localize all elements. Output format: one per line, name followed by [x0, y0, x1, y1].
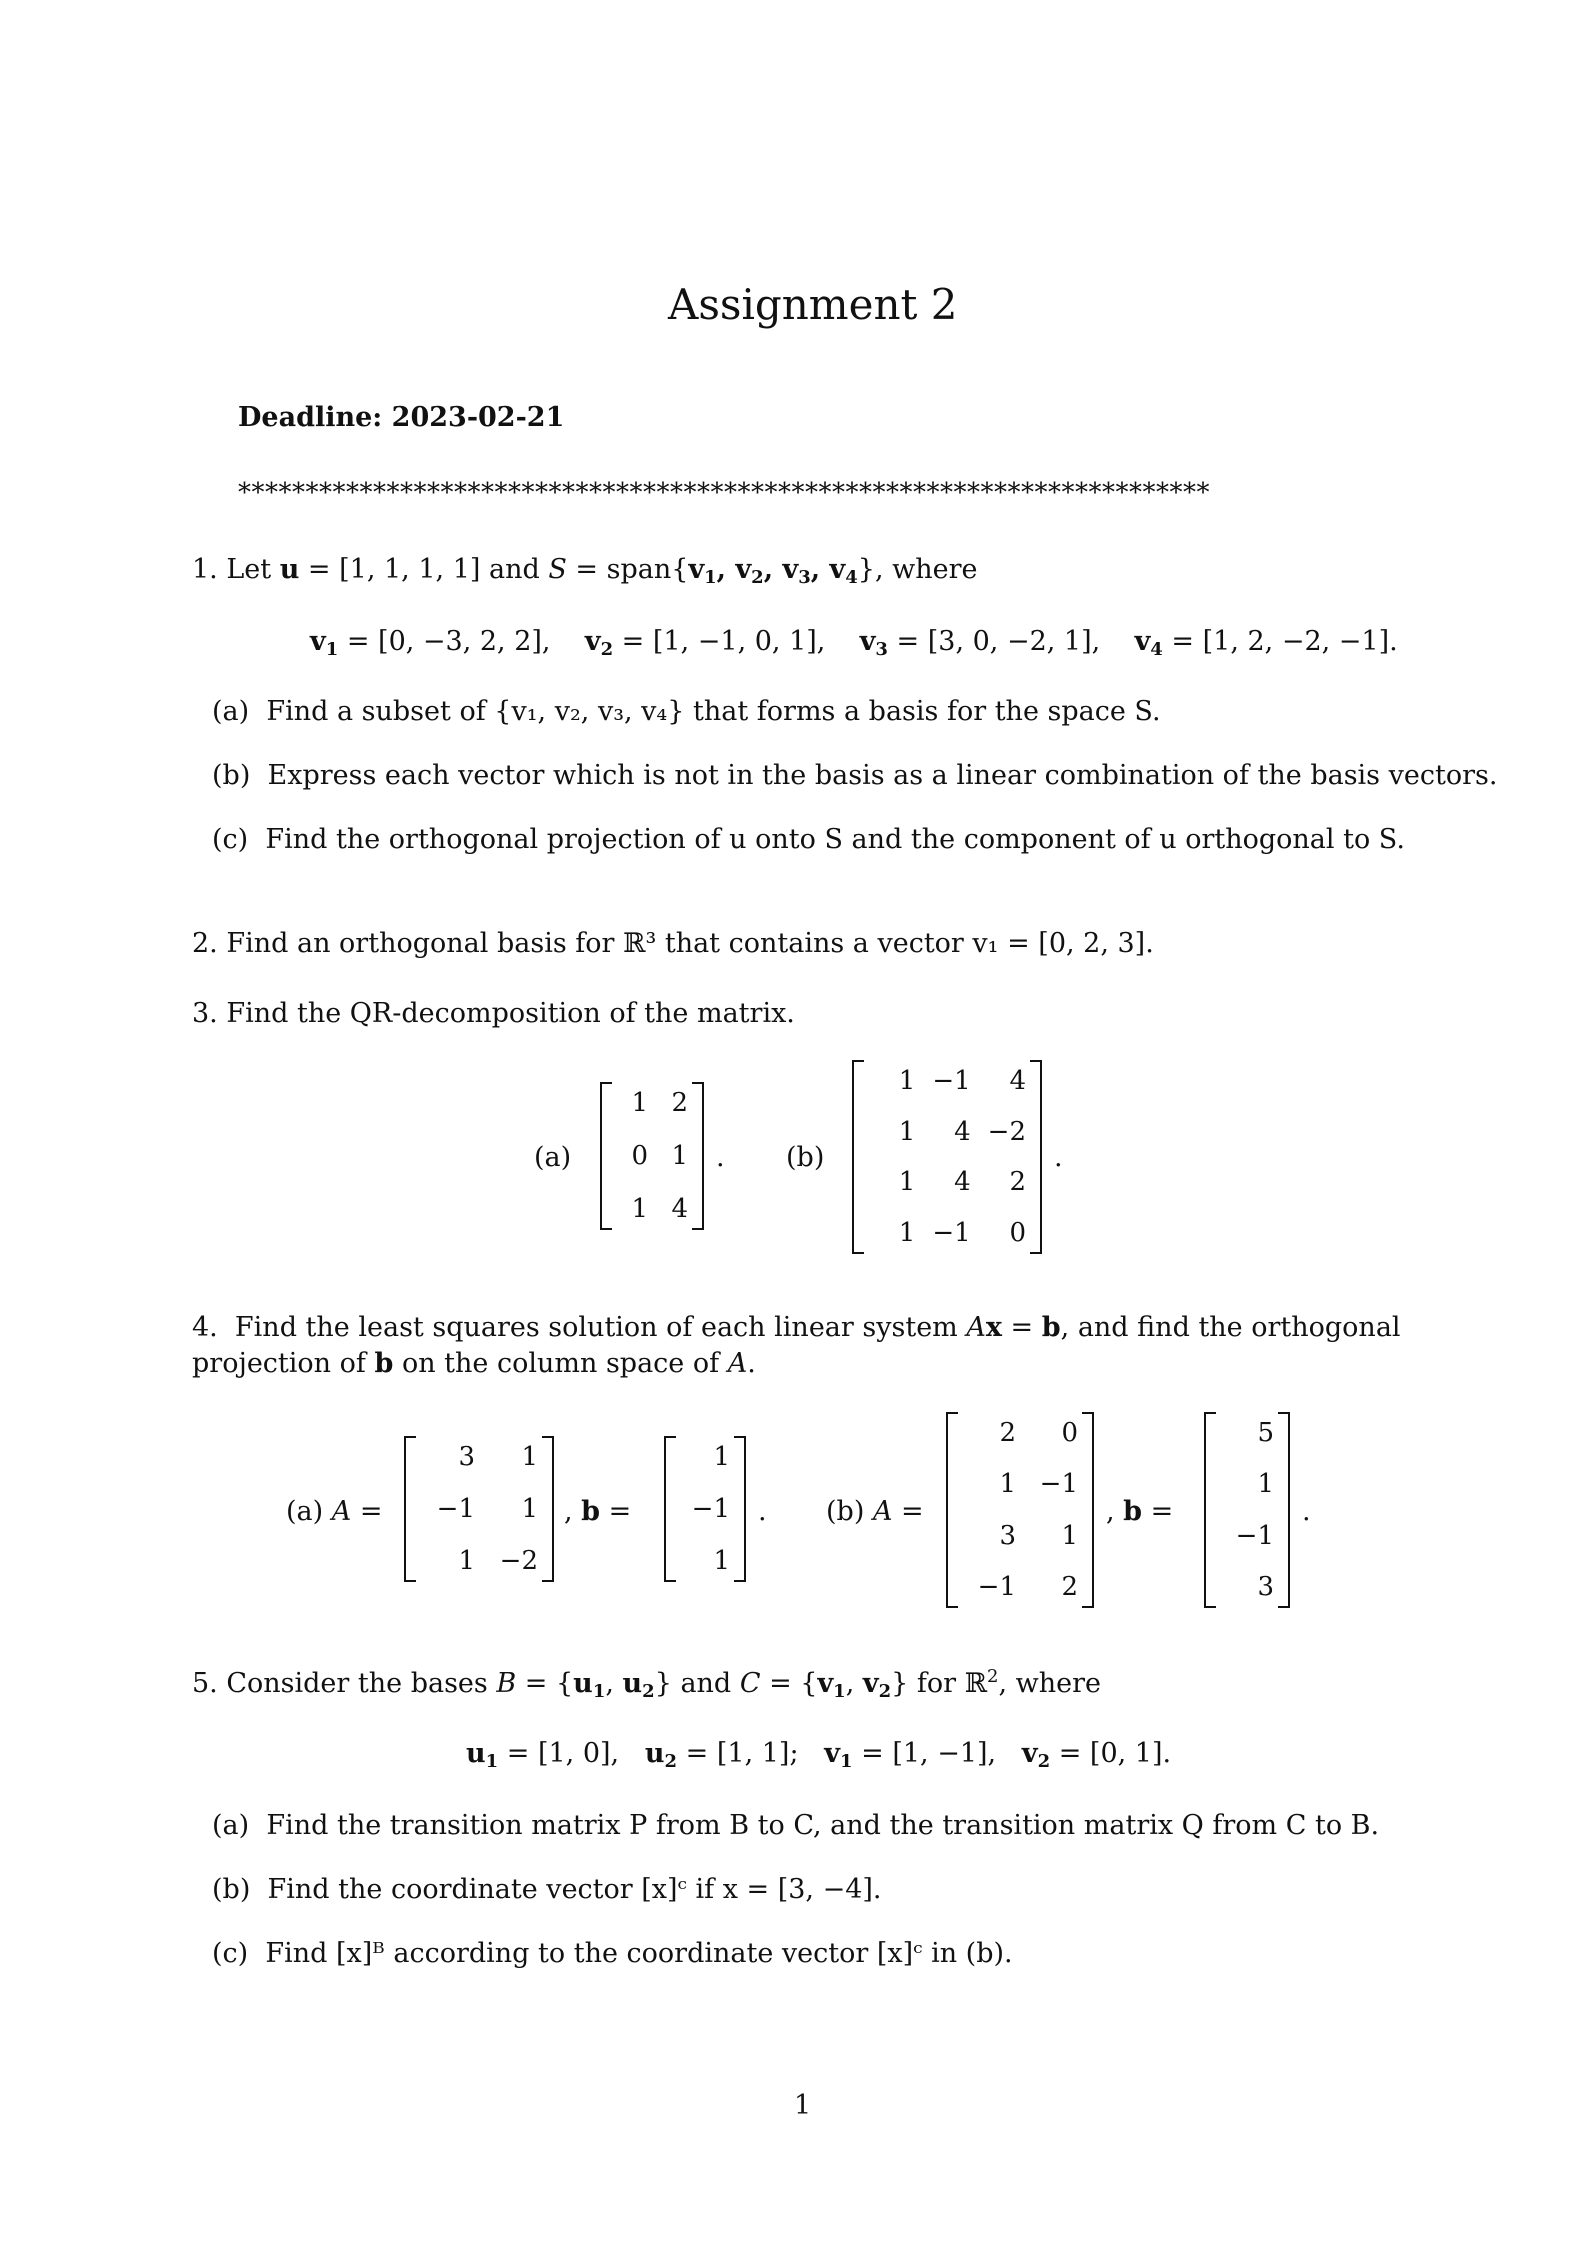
q4-matrix-a2	[946, 1412, 1094, 1608]
matrix-entry: 1	[521, 1494, 538, 1524]
matrix-entry: 4	[671, 1194, 688, 1224]
q4-b-label: (b) A =	[826, 1496, 924, 1527]
matrix-entry: −1	[1039, 1469, 1078, 1500]
q4-a-period: .	[758, 1496, 767, 1527]
q5-v2-value: [0, 1].	[1089, 1738, 1172, 1769]
q5-v1-value: [1, −1],	[892, 1738, 997, 1769]
q2-text: Find an orthogonal basis for ℝ³ that contains a vector v₁ = [0, 2, 3].	[226, 928, 1154, 959]
q5-c-text: Find [x]ᴮ according to the coordinate vector [x]ᶜ in (b).	[265, 1938, 1013, 1969]
matrix-entry: 1	[898, 1167, 916, 1198]
matrix-entry: 5	[1257, 1418, 1274, 1448]
q5-vectors: $u_1 = [1$, 0], $u_2 = [1$, 1]; $v_1 = [1$, −1], $v_2 = [0$, 1].	[466, 1738, 1172, 1772]
q4-a-b-eq: , b =	[564, 1496, 632, 1527]
matrix-entry: 1	[1061, 1520, 1078, 1551]
q3-b-label: (b)	[786, 1142, 825, 1173]
deadline-label: Deadline:	[238, 402, 383, 433]
page-title: Assignment 2	[668, 280, 958, 329]
matrix-entry: 3	[999, 1520, 1016, 1551]
matrix-entry: −1	[691, 1494, 730, 1524]
q1-span: = span{	[566, 554, 689, 585]
q1-intro: Let	[226, 554, 280, 585]
q4-stem: 4. Find the least squares solution of each linear system Ax = b, and find the orthogonal projection of b on the column space of A.	[192, 1312, 1401, 1379]
q1-v1-value: [0, −3, 2, 2],	[378, 626, 551, 657]
matrix-entry: 1	[671, 1141, 688, 1171]
q1-part-a	[212, 694, 1161, 730]
q5-b-label: (b)	[212, 1874, 251, 1905]
q5-u2-value: [1, 1];	[716, 1738, 799, 1769]
matrix-entry: −2	[499, 1546, 538, 1576]
q3-a-period: .	[716, 1142, 725, 1173]
q1-b-text: Express each vector which is not in the basis as a linear combination of the basis vectors.	[267, 760, 1498, 791]
matrix-entry: 1	[898, 1116, 916, 1147]
q4-a-label: (a) A =	[286, 1496, 383, 1527]
matrix-entry: 1	[713, 1442, 730, 1472]
matrix-entry: 2	[999, 1418, 1016, 1448]
matrix-entry: 1	[898, 1217, 916, 1248]
q3-matrix-a	[600, 1082, 704, 1230]
matrix-entry: −1	[977, 1571, 1016, 1602]
q3	[192, 996, 795, 1032]
q5-part-b	[212, 1872, 882, 1908]
q1-c-label: (c)	[212, 824, 249, 855]
q1-stem: 1. Let u = [1, 1, 1, 1] and $S = span\{v_1$, $v_2$, $v_3$, $v_4$}, where	[192, 554, 978, 588]
bracket-left	[852, 1060, 864, 1254]
q2-number: 2.	[192, 928, 218, 959]
q5-u1-value: [1, 0],	[537, 1738, 620, 1769]
q1-c-text: Find the orthogonal projection of u onto S and the component of u orthogonal to S.	[265, 824, 1405, 855]
q4-vector-b2	[1204, 1412, 1290, 1608]
q1-v2-value: [1, −1, 0, 1],	[652, 626, 826, 657]
q4-matrix-a1	[404, 1436, 554, 1582]
q5-number: 5.	[192, 1668, 218, 1699]
matrix-entry: 1	[713, 1546, 730, 1576]
matrix-entry: 1	[999, 1469, 1016, 1500]
matrix-entry: 0	[1061, 1418, 1078, 1448]
q4-b-b-eq: , b =	[1106, 1496, 1174, 1527]
q5-a-label: (a)	[212, 1810, 250, 1841]
q5-b-text: Find the coordinate vector [x]ᶜ if x = [3, −4].	[267, 1874, 882, 1905]
q1-b-label: (b)	[212, 760, 251, 791]
q4-vector-b1	[664, 1436, 746, 1582]
q3-text: Find the QR-decomposition of the matrix.	[226, 998, 795, 1029]
q4-b-label-text: (b)	[826, 1496, 865, 1527]
bracket-right	[1030, 1060, 1042, 1254]
matrix-entry: 1	[521, 1442, 538, 1472]
q1-number: 1.	[192, 554, 218, 585]
q5-c-label: (c)	[212, 1938, 249, 1969]
q5-part-c	[212, 1936, 1013, 1972]
matrix-entry: 2	[671, 1088, 688, 1118]
matrix-entry: 4	[1009, 1066, 1026, 1096]
q1-u-def: = [1, 1, 1, 1] and	[299, 554, 549, 585]
q4-b-period: .	[1302, 1496, 1311, 1527]
q1-a-text: Find a subset of {v₁, v₂, v₃, v₄} that forms a basis for the space S.	[266, 696, 1161, 727]
q5-stem: 5. Consider the bases $B = \{u_1$, $u_2$} and $C = \{v_1$, $v_2$} for ℝ$^2$, where	[192, 1666, 1102, 1702]
bracket-right	[692, 1082, 704, 1230]
matrix-entry: 1	[631, 1088, 648, 1118]
matrix-entry: −2	[987, 1116, 1026, 1147]
q1-vectors: $v_1 = [0$, −3, 2, 2], $v_2 = [1$, −1, 0, 1], $v_3 = [3$, 0, −2, 1], $v_4 = [1$, 2, −2, −1].	[310, 626, 1398, 660]
star-divider: ************************************************************************	[238, 478, 1210, 508]
q1-v3-value: [3, 0, −2, 1],	[927, 626, 1101, 657]
matrix-entry: 1	[631, 1194, 648, 1224]
bracket-left	[600, 1082, 612, 1230]
matrix-entry: −1	[932, 1217, 971, 1248]
bracket-left	[664, 1436, 676, 1582]
q3-a-label: (a)	[534, 1142, 572, 1173]
q4-number: 4.	[192, 1312, 218, 1343]
matrix-entry: 4	[954, 1116, 971, 1147]
matrix-entry: −1	[1235, 1520, 1274, 1551]
q1-part-b	[212, 758, 1497, 794]
matrix-entry: 1	[458, 1546, 475, 1576]
bracket-left	[404, 1436, 416, 1582]
q3-matrix-b	[852, 1060, 1042, 1254]
q1-where: }, where	[857, 554, 978, 585]
matrix-entry: 1	[898, 1066, 916, 1096]
deadline	[238, 400, 564, 436]
matrix-entry: 2	[1061, 1571, 1078, 1602]
q3-b-period: .	[1054, 1142, 1063, 1173]
bracket-left	[1204, 1412, 1216, 1608]
matrix-entry: 3	[1257, 1571, 1274, 1602]
q4-a-label-text: (a)	[286, 1496, 324, 1527]
q1-a-label: (a)	[212, 696, 250, 727]
matrix-entry: 4	[954, 1167, 971, 1198]
matrix-entry: 0	[631, 1141, 648, 1171]
bracket-right	[1278, 1412, 1290, 1608]
q5-part-a	[212, 1808, 1379, 1844]
q3-number: 3.	[192, 998, 218, 1029]
matrix-entry: 1	[1257, 1469, 1274, 1500]
matrix-entry: 3	[458, 1442, 475, 1472]
deadline-date: 2023-02-21	[391, 402, 565, 433]
matrix-entry: 2	[1009, 1167, 1026, 1198]
matrix-entry: −1	[932, 1066, 971, 1096]
bracket-right	[734, 1436, 746, 1582]
q1-u-symbol: u	[279, 554, 300, 585]
q1-v4-value: [1, 2, −2, −1].	[1202, 626, 1398, 657]
page-number: 1	[794, 2090, 812, 2121]
bracket-left	[946, 1412, 958, 1608]
matrix-entry: −1	[436, 1494, 475, 1524]
q5-a-text: Find the transition matrix P from B to C, and the transition matrix Q from C to B.	[266, 1810, 1380, 1841]
bracket-right	[542, 1436, 554, 1582]
q1-s-symbol: S	[548, 554, 567, 585]
q1-part-c	[212, 822, 1405, 858]
bracket-right	[1082, 1412, 1094, 1608]
q2	[192, 926, 1154, 962]
matrix-entry: 0	[1009, 1217, 1026, 1248]
